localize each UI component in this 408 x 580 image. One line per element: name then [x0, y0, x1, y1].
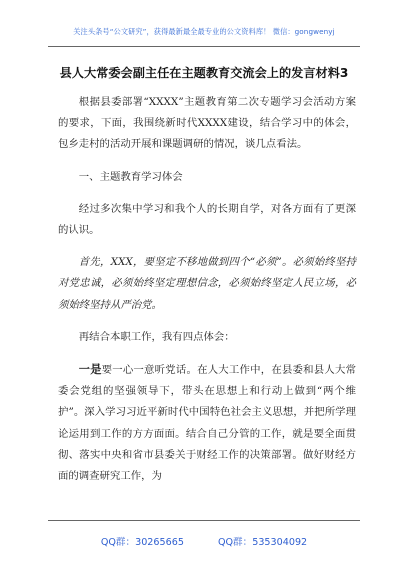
- document-body: [58, 92, 356, 498]
- header-promo-note: 关注头条号“公文研究”，获得最新最全最专业的公文资料库！ 微信：gongwenyj: [73, 27, 335, 36]
- document-title: 县人大常委会副主任在主题教育交流会上的发言材料3: [59, 66, 349, 80]
- footer-divider: [48, 520, 360, 521]
- paragraph-point-one: [58, 359, 356, 487]
- paragraph-intro: 根据县委部署“XXXX”主题教育第二次专题学习会活动方案的要求，下面，我围绕新时代XXXX建设，结合学习中的体会，包乡走村的活动开展和课题调研的情况，谈几点看法。: [58, 96, 356, 151]
- paragraph-four-points: 再结合本职工作，我有四点体会：: [78, 330, 235, 343]
- footer-contacts: [0, 534, 408, 548]
- section-heading: 一、主题教育学习体会: [78, 170, 183, 183]
- point-one-lead: 一是: [78, 363, 102, 377]
- footer-qq-group-left[interactable]: QQ群：30265665: [100, 537, 184, 548]
- header-divider: [48, 46, 360, 47]
- paragraph-four-musts: 首先，XXX，要坚定不移地做到四个“必须”。必须始终坚持对党忠诚，必须始终坚定理想信念，必须始终坚定人民立场，必须始终坚持从严治党。: [58, 256, 356, 311]
- point-one-text: 要一心一意听党话。在人大工作中，在县委和县人大常委会党组的坚强领导下，带头在思想上和行动上做到“两个维护”。深入学习习近平新时代中国特色社会主义思想，并把所学理论运用到工作的方方面面。结合自己分管的工作，就是要全面贯彻、落实中央和省市县委关于财经工作的决策部署。做好财经方面的调查研究工作，为: [58, 364, 356, 483]
- paragraph-study: 经过多次集中学习和我个人的长期自学，对各方面有了更深的认识。: [58, 202, 356, 237]
- footer-qq-group-right[interactable]: QQ群：535304092: [217, 537, 308, 548]
